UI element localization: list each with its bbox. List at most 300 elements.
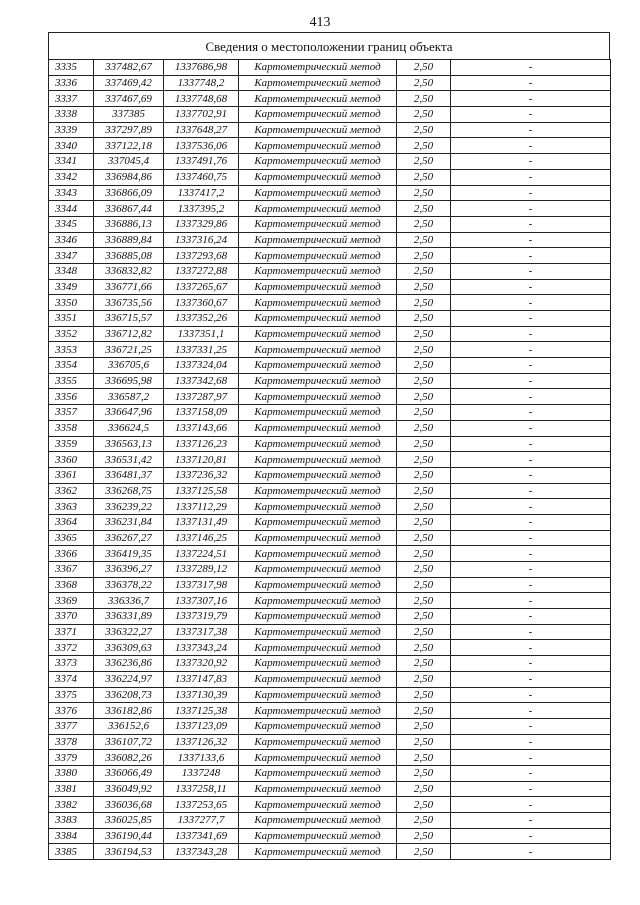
table-row: [49, 499, 611, 515]
table-row: [49, 828, 611, 844]
y-coordinate-cell: 1337341,69: [164, 828, 239, 844]
accuracy-cell: 2,50: [397, 781, 451, 797]
note-cell: -: [451, 185, 611, 201]
x-coordinate-cell: 336396,27: [94, 562, 164, 578]
x-coordinate-cell: 336481,37: [94, 467, 164, 483]
table-row: [49, 138, 611, 154]
note-cell: -: [451, 844, 611, 860]
y-coordinate-cell: 1337287,97: [164, 389, 239, 405]
table-row: [49, 279, 611, 295]
accuracy-cell: 2,50: [397, 828, 451, 844]
note-cell: -: [451, 687, 611, 703]
accuracy-cell: 2,50: [397, 263, 451, 279]
method-cell: Картометрический метод: [239, 185, 397, 201]
table-row: [49, 107, 611, 123]
x-coordinate-cell: 336322,27: [94, 624, 164, 640]
point-number-cell: 3382: [49, 797, 94, 813]
y-coordinate-cell: 1337319,79: [164, 609, 239, 625]
note-cell: -: [451, 656, 611, 672]
y-coordinate-cell: 1337536,06: [164, 138, 239, 154]
y-coordinate-cell: 1337131,49: [164, 514, 239, 530]
method-cell: Картометрический метод: [239, 420, 397, 436]
table-row: [49, 326, 611, 342]
method-cell: Картометрический метод: [239, 326, 397, 342]
table-row: [49, 546, 611, 562]
point-number-cell: 3367: [49, 562, 94, 578]
method-cell: Картометрический метод: [239, 499, 397, 515]
table-row: [49, 718, 611, 734]
x-coordinate-cell: 336771,66: [94, 279, 164, 295]
note-cell: -: [451, 60, 611, 76]
x-coordinate-cell: 336866,09: [94, 185, 164, 201]
accuracy-cell: 2,50: [397, 279, 451, 295]
method-cell: Картометрический метод: [239, 844, 397, 860]
y-coordinate-cell: 1337316,24: [164, 232, 239, 248]
note-cell: -: [451, 216, 611, 232]
x-coordinate-cell: 336886,13: [94, 216, 164, 232]
y-coordinate-cell: 1337351,1: [164, 326, 239, 342]
note-cell: -: [451, 640, 611, 656]
y-coordinate-cell: 1337146,25: [164, 530, 239, 546]
method-cell: Картометрический метод: [239, 640, 397, 656]
y-coordinate-cell: 1337123,09: [164, 718, 239, 734]
y-coordinate-cell: 1337236,32: [164, 467, 239, 483]
table-row: [49, 342, 611, 358]
table-row: [49, 389, 611, 405]
accuracy-cell: 2,50: [397, 107, 451, 123]
method-cell: Картометрический метод: [239, 483, 397, 499]
accuracy-cell: 2,50: [397, 514, 451, 530]
note-cell: -: [451, 718, 611, 734]
point-number-cell: 3353: [49, 342, 94, 358]
x-coordinate-cell: 336563,13: [94, 436, 164, 452]
accuracy-cell: 2,50: [397, 734, 451, 750]
coordinates-sheet: [48, 32, 610, 860]
point-number-cell: 3369: [49, 593, 94, 609]
point-number-cell: 3385: [49, 844, 94, 860]
accuracy-cell: 2,50: [397, 436, 451, 452]
x-coordinate-cell: 336049,92: [94, 781, 164, 797]
point-number-cell: 3349: [49, 279, 94, 295]
note-cell: -: [451, 703, 611, 719]
table-row: [49, 467, 611, 483]
point-number-cell: 3350: [49, 295, 94, 311]
accuracy-cell: 2,50: [397, 75, 451, 91]
accuracy-cell: 2,50: [397, 248, 451, 264]
note-cell: -: [451, 326, 611, 342]
note-cell: -: [451, 452, 611, 468]
y-coordinate-cell: 1337352,26: [164, 311, 239, 327]
x-coordinate-cell: 336885,08: [94, 248, 164, 264]
method-cell: Картометрический метод: [239, 295, 397, 311]
x-coordinate-cell: 336705,6: [94, 358, 164, 374]
x-coordinate-cell: 336152,6: [94, 718, 164, 734]
accuracy-cell: 2,50: [397, 216, 451, 232]
note-cell: -: [451, 624, 611, 640]
point-number-cell: 3354: [49, 358, 94, 374]
y-coordinate-cell: 1337460,75: [164, 169, 239, 185]
note-cell: -: [451, 420, 611, 436]
accuracy-cell: 2,50: [397, 546, 451, 562]
point-number-cell: 3339: [49, 122, 94, 138]
y-coordinate-cell: 1337324,04: [164, 358, 239, 374]
point-number-cell: 3383: [49, 813, 94, 829]
method-cell: Картометрический метод: [239, 514, 397, 530]
accuracy-cell: 2,50: [397, 530, 451, 546]
accuracy-cell: 2,50: [397, 671, 451, 687]
y-coordinate-cell: 1337120,81: [164, 452, 239, 468]
note-cell: -: [451, 91, 611, 107]
method-cell: Картометрический метод: [239, 577, 397, 593]
point-number-cell: 3384: [49, 828, 94, 844]
table-row: [49, 436, 611, 452]
accuracy-cell: 2,50: [397, 750, 451, 766]
method-cell: Картометрический метод: [239, 562, 397, 578]
method-cell: Картометрический метод: [239, 138, 397, 154]
x-coordinate-cell: 336331,89: [94, 609, 164, 625]
accuracy-cell: 2,50: [397, 624, 451, 640]
table-row: [49, 687, 611, 703]
y-coordinate-cell: 1337253,65: [164, 797, 239, 813]
y-coordinate-cell: 1337702,91: [164, 107, 239, 123]
table-row: [49, 358, 611, 374]
table-row: [49, 624, 611, 640]
method-cell: Картометрический метод: [239, 718, 397, 734]
method-cell: Картометрический метод: [239, 765, 397, 781]
accuracy-cell: 2,50: [397, 593, 451, 609]
x-coordinate-cell: 336208,73: [94, 687, 164, 703]
table-row: [49, 311, 611, 327]
y-coordinate-cell: 1337417,2: [164, 185, 239, 201]
note-cell: -: [451, 248, 611, 264]
note-cell: -: [451, 373, 611, 389]
table-row: [49, 797, 611, 813]
point-number-cell: 3370: [49, 609, 94, 625]
method-cell: Картометрический метод: [239, 311, 397, 327]
x-coordinate-cell: 336267,27: [94, 530, 164, 546]
method-cell: Картометрический метод: [239, 373, 397, 389]
table-row: [49, 60, 611, 76]
y-coordinate-cell: 1337686,98: [164, 60, 239, 76]
point-number-cell: 3358: [49, 420, 94, 436]
y-coordinate-cell: 1337272,88: [164, 263, 239, 279]
point-number-cell: 3360: [49, 452, 94, 468]
accuracy-cell: 2,50: [397, 577, 451, 593]
method-cell: Картометрический метод: [239, 452, 397, 468]
note-cell: -: [451, 781, 611, 797]
method-cell: Картометрический метод: [239, 389, 397, 405]
method-cell: Картометрический метод: [239, 342, 397, 358]
boundary-points-table: [48, 59, 611, 860]
point-number-cell: 3351: [49, 311, 94, 327]
method-cell: Картометрический метод: [239, 263, 397, 279]
note-cell: -: [451, 342, 611, 358]
accuracy-cell: 2,50: [397, 499, 451, 515]
y-coordinate-cell: 1337317,98: [164, 577, 239, 593]
y-coordinate-cell: 1337360,67: [164, 295, 239, 311]
x-coordinate-cell: 336419,35: [94, 546, 164, 562]
point-number-cell: 3359: [49, 436, 94, 452]
method-cell: Картометрический метод: [239, 734, 397, 750]
note-cell: -: [451, 797, 611, 813]
point-number-cell: 3363: [49, 499, 94, 515]
accuracy-cell: 2,50: [397, 813, 451, 829]
note-cell: -: [451, 311, 611, 327]
note-cell: -: [451, 734, 611, 750]
method-cell: Картометрический метод: [239, 750, 397, 766]
table-row: [49, 154, 611, 170]
note-cell: -: [451, 232, 611, 248]
method-cell: Картометрический метод: [239, 546, 397, 562]
table-row: [49, 201, 611, 217]
y-coordinate-cell: 1337343,28: [164, 844, 239, 860]
accuracy-cell: 2,50: [397, 844, 451, 860]
x-coordinate-cell: 336239,22: [94, 499, 164, 515]
accuracy-cell: 2,50: [397, 467, 451, 483]
note-cell: -: [451, 122, 611, 138]
method-cell: Картометрический метод: [239, 232, 397, 248]
table-row: [49, 734, 611, 750]
note-cell: -: [451, 169, 611, 185]
y-coordinate-cell: 1337147,83: [164, 671, 239, 687]
note-cell: -: [451, 75, 611, 91]
point-number-cell: 3381: [49, 781, 94, 797]
point-number-cell: 3337: [49, 91, 94, 107]
method-cell: Картометрический метод: [239, 107, 397, 123]
accuracy-cell: 2,50: [397, 60, 451, 76]
table-row: [49, 813, 611, 829]
note-cell: -: [451, 530, 611, 546]
accuracy-cell: 2,50: [397, 326, 451, 342]
note-cell: -: [451, 295, 611, 311]
note-cell: -: [451, 546, 611, 562]
y-coordinate-cell: 1337320,92: [164, 656, 239, 672]
y-coordinate-cell: 1337748,68: [164, 91, 239, 107]
table-row: [49, 122, 611, 138]
method-cell: Картометрический метод: [239, 358, 397, 374]
x-coordinate-cell: 336036,68: [94, 797, 164, 813]
table-row: [49, 232, 611, 248]
note-cell: -: [451, 279, 611, 295]
x-coordinate-cell: 336082,26: [94, 750, 164, 766]
method-cell: Картометрический метод: [239, 154, 397, 170]
method-cell: Картометрический метод: [239, 703, 397, 719]
table-row: [49, 703, 611, 719]
x-coordinate-cell: 336735,56: [94, 295, 164, 311]
x-coordinate-cell: 336721,25: [94, 342, 164, 358]
y-coordinate-cell: 1337126,23: [164, 436, 239, 452]
method-cell: Картометрический метод: [239, 201, 397, 217]
accuracy-cell: 2,50: [397, 703, 451, 719]
table-row: [49, 405, 611, 421]
x-coordinate-cell: 336378,22: [94, 577, 164, 593]
point-number-cell: 3357: [49, 405, 94, 421]
x-coordinate-cell: 336984,86: [94, 169, 164, 185]
method-cell: Картометрический метод: [239, 828, 397, 844]
x-coordinate-cell: 337385: [94, 107, 164, 123]
note-cell: -: [451, 389, 611, 405]
method-cell: Картометрический метод: [239, 671, 397, 687]
method-cell: Картометрический метод: [239, 797, 397, 813]
accuracy-cell: 2,50: [397, 295, 451, 311]
x-coordinate-cell: 336182,86: [94, 703, 164, 719]
x-coordinate-cell: 336236,86: [94, 656, 164, 672]
table-row: [49, 263, 611, 279]
point-number-cell: 3352: [49, 326, 94, 342]
y-coordinate-cell: 1337265,67: [164, 279, 239, 295]
x-coordinate-cell: 336832,82: [94, 263, 164, 279]
note-cell: -: [451, 609, 611, 625]
method-cell: Картометрический метод: [239, 248, 397, 264]
point-number-cell: 3340: [49, 138, 94, 154]
point-number-cell: 3378: [49, 734, 94, 750]
point-number-cell: 3345: [49, 216, 94, 232]
table-row: [49, 169, 611, 185]
method-cell: Картометрический метод: [239, 593, 397, 609]
y-coordinate-cell: 1337133,6: [164, 750, 239, 766]
point-number-cell: 3373: [49, 656, 94, 672]
y-coordinate-cell: 1337395,2: [164, 201, 239, 217]
y-coordinate-cell: 1337158,09: [164, 405, 239, 421]
table-row: [49, 420, 611, 436]
accuracy-cell: 2,50: [397, 609, 451, 625]
accuracy-cell: 2,50: [397, 483, 451, 499]
note-cell: -: [451, 154, 611, 170]
accuracy-cell: 2,50: [397, 562, 451, 578]
point-number-cell: 3335: [49, 60, 94, 76]
y-coordinate-cell: 1337258,11: [164, 781, 239, 797]
note-cell: -: [451, 828, 611, 844]
method-cell: Картометрический метод: [239, 530, 397, 546]
table-row: [49, 640, 611, 656]
table-row: [49, 577, 611, 593]
method-cell: Картометрический метод: [239, 609, 397, 625]
x-coordinate-cell: 336647,96: [94, 405, 164, 421]
table-row: [49, 609, 611, 625]
note-cell: -: [451, 671, 611, 687]
y-coordinate-cell: 1337289,12: [164, 562, 239, 578]
x-coordinate-cell: 336624,5: [94, 420, 164, 436]
note-cell: -: [451, 750, 611, 766]
note-cell: -: [451, 107, 611, 123]
accuracy-cell: 2,50: [397, 373, 451, 389]
table-row: [49, 562, 611, 578]
accuracy-cell: 2,50: [397, 640, 451, 656]
table-title: Сведения о местоположении границ объекта: [48, 32, 610, 59]
x-coordinate-cell: 336712,82: [94, 326, 164, 342]
y-coordinate-cell: 1337648,27: [164, 122, 239, 138]
x-coordinate-cell: 336025,85: [94, 813, 164, 829]
method-cell: Картометрический метод: [239, 216, 397, 232]
table-row: [49, 75, 611, 91]
table-row: [49, 656, 611, 672]
point-number-cell: 3342: [49, 169, 94, 185]
y-coordinate-cell: 1337307,16: [164, 593, 239, 609]
point-number-cell: 3375: [49, 687, 94, 703]
y-coordinate-cell: 1337130,39: [164, 687, 239, 703]
point-number-cell: 3379: [49, 750, 94, 766]
y-coordinate-cell: 1337224,51: [164, 546, 239, 562]
method-cell: Картометрический метод: [239, 279, 397, 295]
method-cell: Картометрический метод: [239, 75, 397, 91]
note-cell: -: [451, 263, 611, 279]
accuracy-cell: 2,50: [397, 185, 451, 201]
method-cell: Картометрический метод: [239, 624, 397, 640]
accuracy-cell: 2,50: [397, 405, 451, 421]
method-cell: Картометрический метод: [239, 467, 397, 483]
note-cell: -: [451, 201, 611, 217]
table-row: [49, 530, 611, 546]
point-number-cell: 3348: [49, 263, 94, 279]
x-coordinate-cell: 336889,84: [94, 232, 164, 248]
point-number-cell: 3346: [49, 232, 94, 248]
table-row: [49, 295, 611, 311]
point-number-cell: 3371: [49, 624, 94, 640]
table-row: [49, 185, 611, 201]
point-number-cell: 3341: [49, 154, 94, 170]
note-cell: -: [451, 436, 611, 452]
table-row: [49, 593, 611, 609]
note-cell: -: [451, 765, 611, 781]
table-row: [49, 91, 611, 107]
accuracy-cell: 2,50: [397, 201, 451, 217]
method-cell: Картометрический метод: [239, 813, 397, 829]
accuracy-cell: 2,50: [397, 718, 451, 734]
table-row: [49, 514, 611, 530]
accuracy-cell: 2,50: [397, 91, 451, 107]
note-cell: -: [451, 593, 611, 609]
method-cell: Картометрический метод: [239, 405, 397, 421]
y-coordinate-cell: 1337342,68: [164, 373, 239, 389]
x-coordinate-cell: 336107,72: [94, 734, 164, 750]
point-number-cell: 3356: [49, 389, 94, 405]
y-coordinate-cell: 1337112,29: [164, 499, 239, 515]
y-coordinate-cell: 1337491,76: [164, 154, 239, 170]
table-row: [49, 373, 611, 389]
point-number-cell: 3365: [49, 530, 94, 546]
y-coordinate-cell: 1337125,58: [164, 483, 239, 499]
point-number-cell: 3343: [49, 185, 94, 201]
method-cell: Картометрический метод: [239, 687, 397, 703]
note-cell: -: [451, 499, 611, 515]
x-coordinate-cell: 336715,57: [94, 311, 164, 327]
x-coordinate-cell: 336309,63: [94, 640, 164, 656]
x-coordinate-cell: 336224,97: [94, 671, 164, 687]
y-coordinate-cell: 1337248: [164, 765, 239, 781]
method-cell: Картометрический метод: [239, 656, 397, 672]
point-number-cell: 3374: [49, 671, 94, 687]
accuracy-cell: 2,50: [397, 765, 451, 781]
accuracy-cell: 2,50: [397, 452, 451, 468]
x-coordinate-cell: 337482,67: [94, 60, 164, 76]
method-cell: Картометрический метод: [239, 60, 397, 76]
x-coordinate-cell: 337045,4: [94, 154, 164, 170]
x-coordinate-cell: 336336,7: [94, 593, 164, 609]
x-coordinate-cell: 336268,75: [94, 483, 164, 499]
page-number: 413: [309, 15, 331, 30]
method-cell: Картометрический метод: [239, 436, 397, 452]
point-number-cell: 3377: [49, 718, 94, 734]
method-cell: Картометрический метод: [239, 91, 397, 107]
x-coordinate-cell: 336194,53: [94, 844, 164, 860]
note-cell: -: [451, 467, 611, 483]
note-cell: -: [451, 405, 611, 421]
accuracy-cell: 2,50: [397, 797, 451, 813]
point-number-cell: 3368: [49, 577, 94, 593]
accuracy-cell: 2,50: [397, 420, 451, 436]
table-row: [49, 781, 611, 797]
point-number-cell: 3372: [49, 640, 94, 656]
